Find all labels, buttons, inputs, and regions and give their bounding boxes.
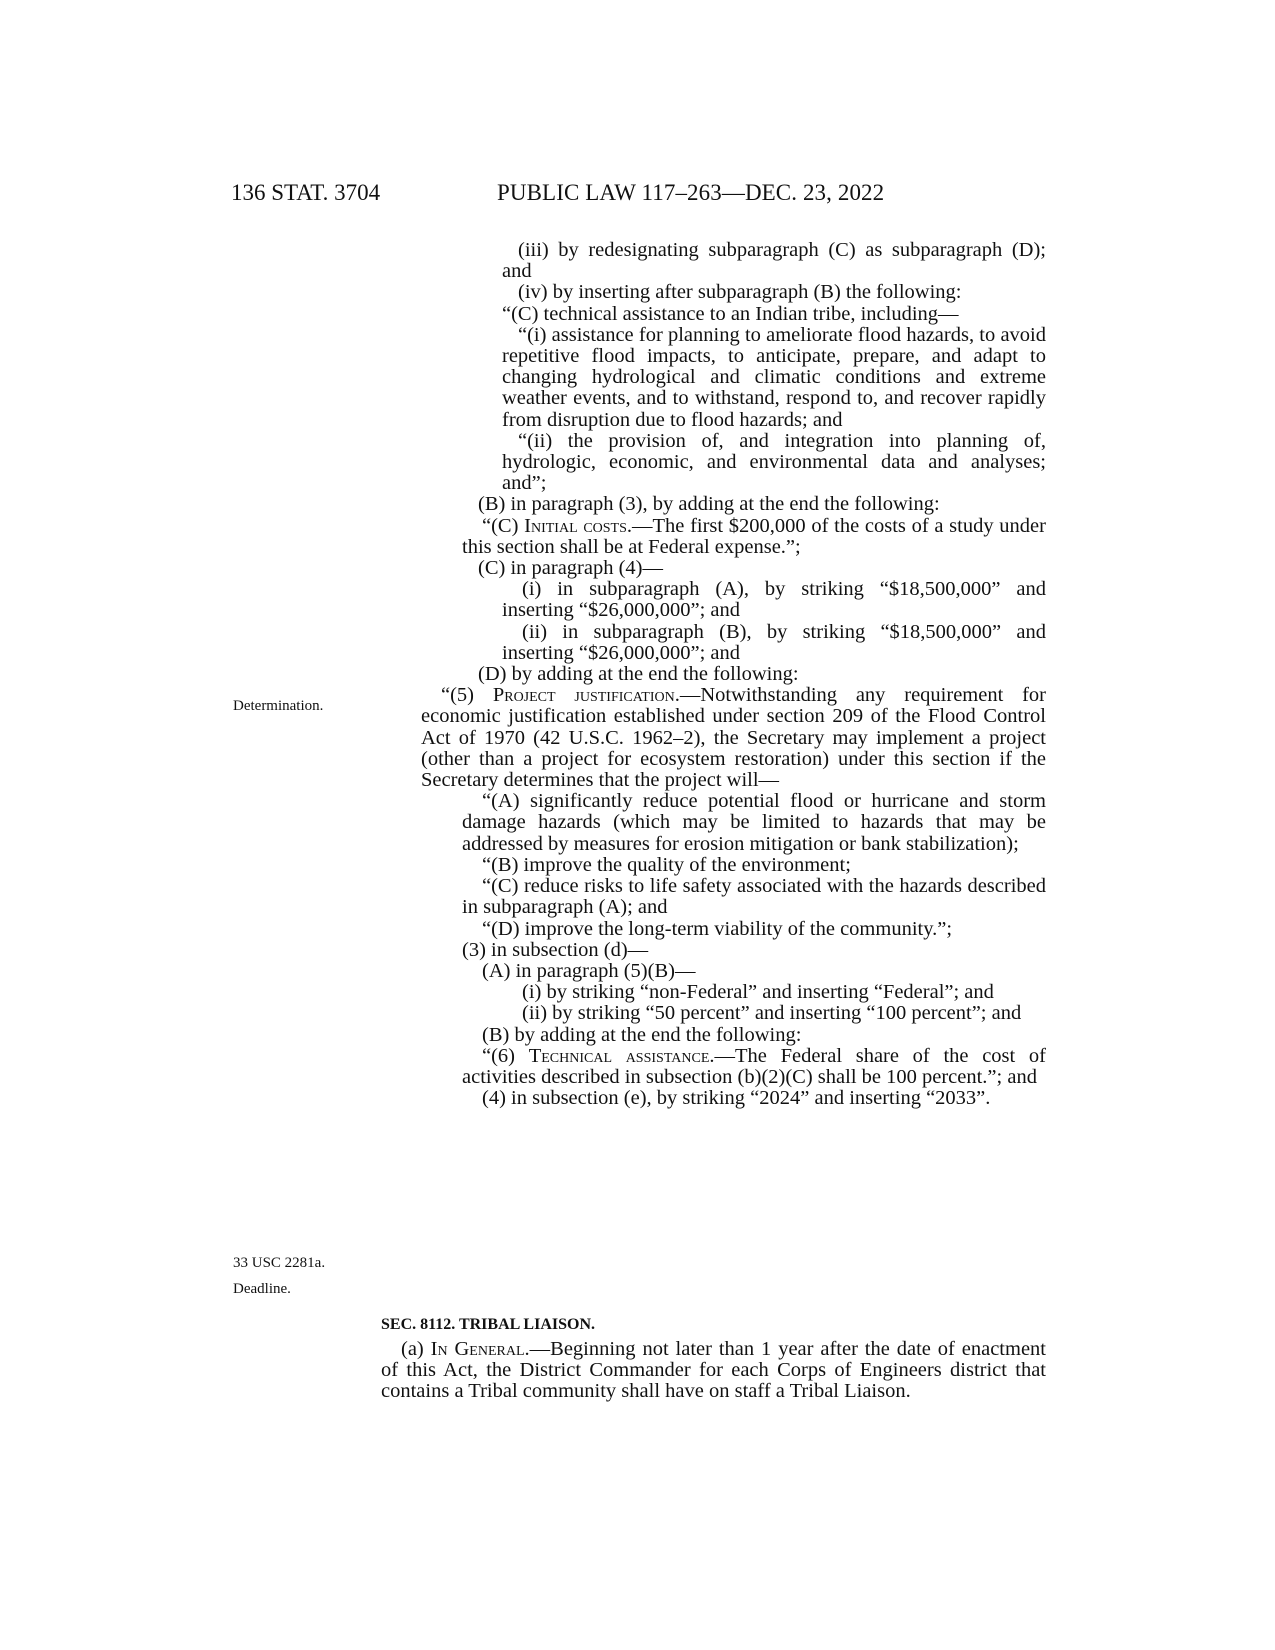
clause-iv: (iv) by inserting after subparagraph (B) the following: (518, 281, 962, 304)
clause-i-subparagraph-a: (i) in subparagraph (A), by striking “$18,500,000” and inserting “$26,000,000”; and (502, 578, 1046, 622)
subparagraph-b-adding: (B) by adding at the end the following: (482, 1023, 802, 1046)
determination-a: “(A) significantly reduce potential flood or hurricane and storm damage hazards (which may be limited to hazards that may be addressed by measures for erosion mitigation or bank stabilization); (462, 790, 1046, 855)
paragraph-3-subsection-d: (3) in subsection (d)— (462, 938, 649, 961)
margin-note-determination: Determination. (233, 698, 324, 714)
subparagraph-c-paragraph-4: (C) in paragraph (4)— (478, 557, 664, 580)
subparagraph-c-technical-assistance: “(C) technical assistance to an Indian tribe, including— (502, 302, 959, 325)
section-body (381, 1339, 1046, 1403)
clause-ii-subparagraph-b: (ii) in subparagraph (B), by striking “$18,500,000” and inserting “$26,000,000”; and (502, 620, 1046, 664)
public-law-header: PUBLIC LAW 117–263—DEC. 23, 2022 (497, 180, 885, 205)
margin-note-deadline: Deadline. (233, 1281, 291, 1297)
section-text: .—Beginning not later than 1 year after the date of enactment of this Act, the District Commander for each Corps of Engineers district that contains a Tribal community shall have on staff a Tribal Liaison. (381, 1338, 1046, 1403)
initial-costs-lead: “(C) (482, 514, 525, 537)
clause-i-planning-assistance: “(i) assistance for planning to ameliorate flood hazards, to avoid repetitive flood impacts, to anticipate, prepare, and adapt to changing hydrological and climatic conditions and extreme weather events, and to withstand, respond to, and recover rapidly from disruption due to flood hazards; and (502, 323, 1046, 431)
project-justification-lead: “(5) (441, 684, 493, 707)
technical-assistance-paragraph (462, 1046, 1046, 1088)
initial-costs-paragraph (462, 516, 1046, 558)
technical-assistance-text: .—The Federal share of the cost of activities described in subsection (b)(2)(C) shall be 100 percent.”; and (462, 1044, 1046, 1088)
clause-ii-50-percent: (ii) by striking “50 percent” and inserting “100 percent”; and (522, 1002, 1022, 1025)
clause-ii-data-integration: “(ii) the provision of, and integration into planning of, hydrologic, economic, and environmental data and analyses; and”; (502, 429, 1046, 495)
margin-note-usc-cite: 33 USC 2281a. (233, 1255, 326, 1271)
section-subsection-a (381, 1339, 1046, 1403)
clause-iii: (iii) by redesignating subparagraph (C) as subparagraph (D); and (502, 239, 1046, 283)
initial-costs-text: .—The first $200,000 of the costs of a study under this section shall be at Federal expense.”; (462, 514, 1046, 558)
determination-c: “(C) reduce risks to life safety associated with the hazards described in subparagraph (A); and (462, 875, 1046, 919)
clause-i-non-federal: (i) by striking “non-Federal” and inserting “Federal”; and (522, 981, 994, 1004)
technical-assistance-lead: “(6) (482, 1044, 529, 1067)
section-lead: (a) (401, 1338, 431, 1360)
subparagraph-a-paragraph-5b: (A) in paragraph (5)(B)— (482, 959, 696, 982)
subparagraph-d-adding: (D) by adding at the end the following: (478, 663, 799, 686)
section-heading: SEC. 8112. TRIBAL LIAISON. (381, 1316, 595, 1333)
subparagraph-b-paragraph-3: (B) in paragraph (3), by adding at the end the following: (478, 493, 940, 516)
project-justification-paragraph (421, 685, 1046, 791)
section-subheading: In General (430, 1338, 525, 1360)
technical-assistance-heading: Technical assistance (528, 1044, 710, 1067)
project-justification-heading: Project justification (492, 684, 675, 707)
determination-b: “(B) improve the quality of the environment; (482, 853, 851, 876)
document-body (421, 240, 1046, 1109)
page-stat-number: 136 STAT. 3704 (231, 180, 381, 205)
project-justification-text: .—Notwithstanding any requirement for economic justification established under section 209 of the Flood Control Act of 1970 (42 U.S.C. 1962–2), the Secretary may implement a project (other than a project for ecosystem restoration) under this section if the Secretary determines that the project will— (421, 684, 1047, 792)
determination-d: “(D) improve the long-term viability of the community.”; (482, 917, 953, 940)
initial-costs-heading: Initial costs (524, 514, 627, 537)
paragraph-4-subsection-e: (4) in subsection (e), by striking “2024” and inserting “2033”. (482, 1087, 991, 1110)
